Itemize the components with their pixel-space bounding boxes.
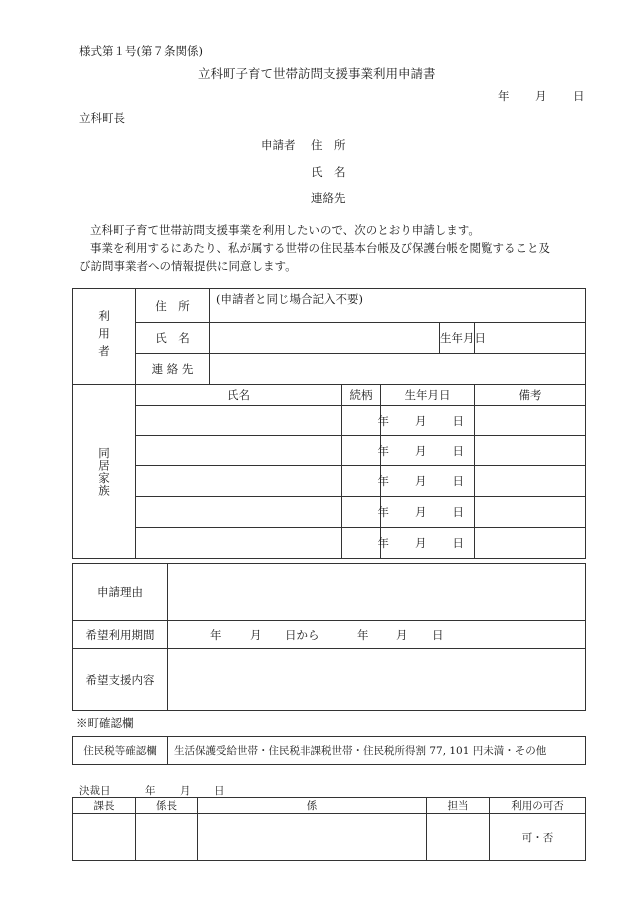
family-name-field[interactable] <box>136 406 342 436</box>
period-start-day: 日から <box>285 628 320 642</box>
date-month-label: 月 <box>535 89 547 103</box>
family-birth-day: 日 <box>452 536 464 550</box>
family-section-label-cell <box>73 385 136 559</box>
body-text-line2: 事業を利用するにあたり、私が属する世帯の住民基本台帳及び保護台帳を閲覧すること及 <box>90 241 550 255</box>
approval-date-label: 決裁日 <box>79 785 111 797</box>
request-details-table <box>72 563 586 711</box>
approval-result[interactable]: 可・否 <box>490 814 586 861</box>
period-field[interactable] <box>168 621 586 649</box>
family-birth-field[interactable] <box>377 497 475 528</box>
family-birth-year: 年 <box>377 474 389 488</box>
family-birth-month: 月 <box>415 413 427 428</box>
approval-header-staff: 係 <box>198 798 427 814</box>
body-text-line1: 立科町子育て世帯訪問支援事業を利用したいので、次のとおり申請します。 <box>90 223 480 237</box>
family-notes-field[interactable] <box>475 528 586 559</box>
approval-seal-subsection-chief[interactable] <box>136 814 198 861</box>
family-notes-field[interactable] <box>475 406 586 436</box>
family-relation-field[interactable] <box>342 436 381 466</box>
support-label: 希望支援内容 <box>73 649 168 711</box>
reason-label: 申請理由 <box>73 564 168 621</box>
family-birth-year: 年 <box>377 413 389 428</box>
family-birth-day: 日 <box>452 505 464 519</box>
addressee: 立科町長 <box>79 111 125 125</box>
approval-header-section-chief: 課長 <box>73 798 136 814</box>
family-notes-field[interactable] <box>475 466 586 497</box>
family-birth-year: 年 <box>377 505 389 519</box>
family-section-label: 同居家族 <box>97 446 111 497</box>
family-header-notes: 備考 <box>475 385 586 406</box>
form-number: 様式第１号(第７条関係) <box>79 44 203 58</box>
applicant-label: 申請者 <box>261 138 296 152</box>
period-end-day: 日 <box>432 628 444 642</box>
approval-seal-in-charge[interactable] <box>427 814 490 861</box>
period-start-month: 月 <box>250 628 262 642</box>
approval-header-in-charge: 担当 <box>427 798 490 814</box>
family-name-field[interactable] <box>136 497 342 528</box>
family-row <box>73 436 586 466</box>
user-name-label: 氏 名 <box>136 323 210 354</box>
family-birth-year: 年 <box>377 536 389 550</box>
applicant-name-label: 氏 名 <box>311 165 346 179</box>
approval-date-year: 年 <box>145 785 156 797</box>
user-section-label-cell <box>73 289 136 385</box>
date-year-label: 年 <box>498 89 510 103</box>
family-name-field[interactable] <box>136 528 342 559</box>
period-end-month: 月 <box>396 628 408 642</box>
family-birth-field[interactable] <box>377 406 475 436</box>
family-header-birth: 生年月日 <box>381 385 475 406</box>
family-notes-field[interactable] <box>475 497 586 528</box>
confirm-heading: ※町確認欄 <box>76 716 134 730</box>
tax-check-label: 住民税等確認欄 <box>73 737 168 765</box>
confirm-table <box>72 736 586 765</box>
applicant-contact-label: 連絡先 <box>311 191 346 205</box>
family-birth-day: 日 <box>452 443 464 458</box>
body-text-line3: び訪問事業者への情報提供に同意します。 <box>79 259 297 273</box>
family-row <box>73 406 586 436</box>
approval-header-subsection-chief: 係長 <box>136 798 198 814</box>
family-relation-field[interactable] <box>342 528 381 559</box>
user-section-label: 利用者 <box>97 310 111 363</box>
approval-seal-staff[interactable] <box>198 814 427 861</box>
approval-table <box>72 797 586 861</box>
family-birth-month: 月 <box>415 505 427 519</box>
family-birth-day: 日 <box>452 474 464 488</box>
family-birth-month: 月 <box>415 443 427 458</box>
user-birth-field[interactable] <box>475 323 586 354</box>
family-birth-month: 月 <box>415 474 427 488</box>
approval-date-month: 月 <box>180 785 191 797</box>
approval-seal-section-chief[interactable] <box>73 814 136 861</box>
tax-check-value: 生活保護受給世帯・住民税非課税世帯・住民税所得割 77, 101 円未満・その他 <box>168 737 586 765</box>
period-start-year: 年 <box>210 628 222 642</box>
family-row <box>73 497 586 528</box>
family-name-field[interactable] <box>136 466 342 497</box>
family-header-relation: 続柄 <box>342 385 381 406</box>
support-field[interactable] <box>168 649 586 711</box>
family-name-field[interactable] <box>136 436 342 466</box>
family-birth-field[interactable] <box>377 436 475 466</box>
user-contact-field[interactable] <box>210 354 586 385</box>
user-address-note: (申請者と同じ場合記入不要) <box>216 292 363 306</box>
applicant-address-label: 住 所 <box>311 138 346 152</box>
approval-date-day: 日 <box>214 785 225 797</box>
period-label: 希望利用期間 <box>73 621 168 649</box>
date-day-label: 日 <box>573 89 585 103</box>
period-end-year: 年 <box>357 628 369 642</box>
family-birth-field[interactable] <box>377 466 475 497</box>
user-address-label: 住 所 <box>136 289 210 323</box>
approval-header-approval: 利用の可否 <box>490 798 586 814</box>
family-header-name: 氏名 <box>136 385 342 406</box>
family-row <box>73 466 586 497</box>
family-relation-field[interactable] <box>342 466 381 497</box>
family-birth-field[interactable] <box>377 528 475 559</box>
user-name-field[interactable] <box>210 323 440 354</box>
user-address-field[interactable] <box>210 289 586 323</box>
family-birth-day: 日 <box>452 413 464 428</box>
family-birth-month: 月 <box>415 536 427 550</box>
page-title: 立科町子育て世帯訪問支援事業利用申請書 <box>198 66 436 81</box>
user-birth-label: 生年月日 <box>440 323 475 354</box>
application-table <box>72 288 586 559</box>
family-birth-year: 年 <box>377 443 389 458</box>
family-row <box>73 528 586 559</box>
family-notes-field[interactable] <box>475 436 586 466</box>
reason-field[interactable] <box>168 564 586 621</box>
user-contact-label: 連 絡 先 <box>136 354 210 385</box>
family-relation-field[interactable] <box>342 497 381 528</box>
family-relation-field[interactable] <box>342 406 381 436</box>
